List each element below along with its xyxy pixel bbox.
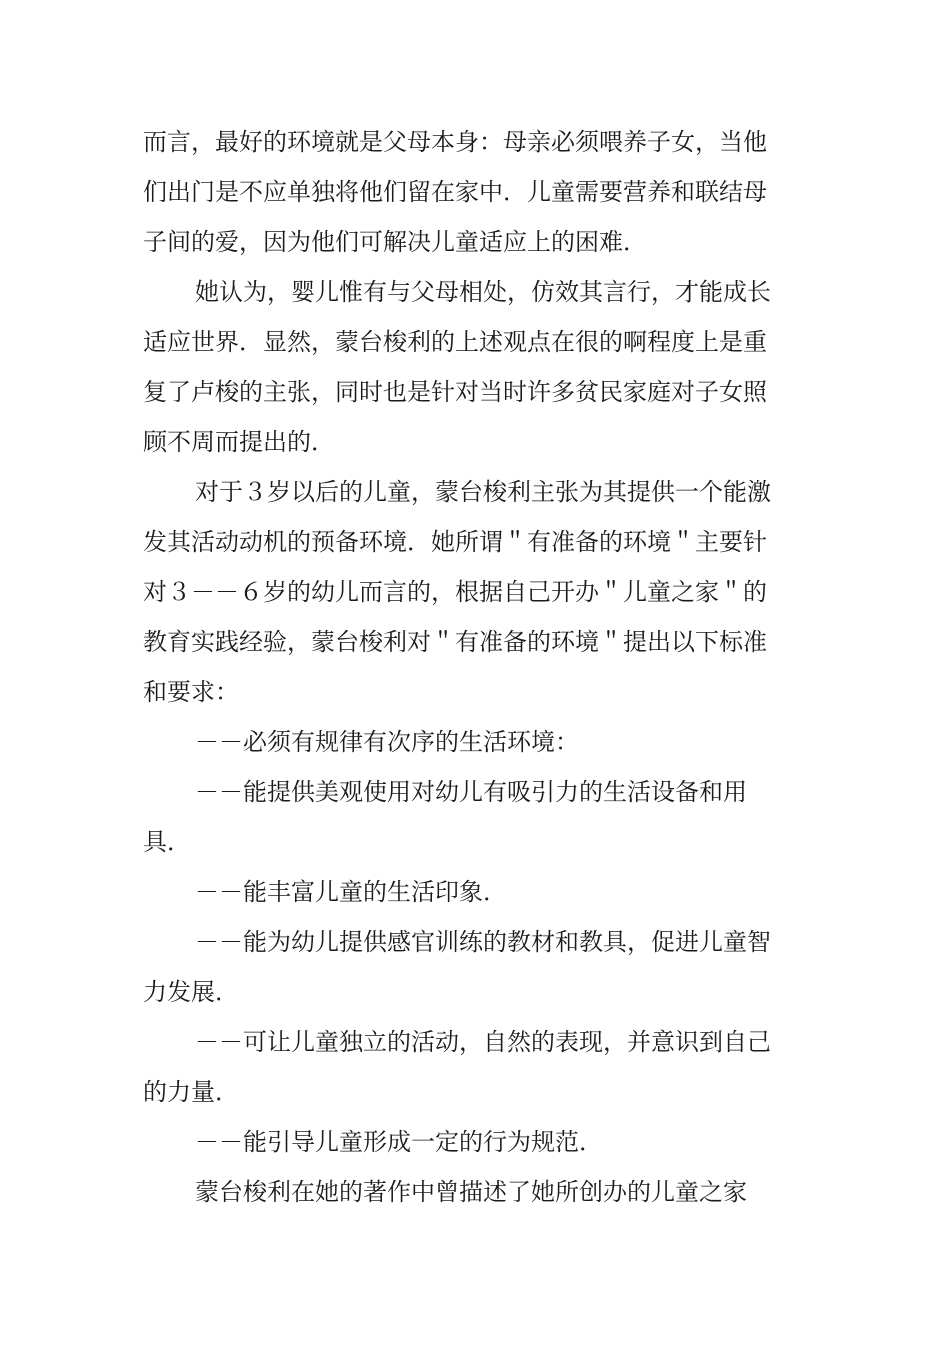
text-line: 力发展． <box>143 978 239 1006</box>
text-line: －－能丰富儿童的生活印象． <box>195 878 507 906</box>
text-line: 教育实践经验，蒙台梭利对＂有准备的环境＂提出以下标准 <box>143 628 767 656</box>
text-line: －－能引导儿童形成一定的行为规范． <box>195 1128 603 1156</box>
text-line: 复了卢梭的主张，同时也是针对当时许多贫民家庭对子女照 <box>143 378 767 406</box>
text-line: 而言，最好的环境就是父母本身：母亲必须喂养子女，当他 <box>143 128 767 156</box>
text-line: 的力量． <box>143 1078 239 1106</box>
text-line: 和要求： <box>143 678 239 706</box>
text-line: 们出门是不应单独将他们留在家中．儿童需要营养和联结母 <box>143 178 767 206</box>
text-line: 顾不周而提出的． <box>143 428 335 456</box>
text-line: 适应世界．显然，蒙台梭利的上述观点在很的啊程度上是重 <box>143 328 767 356</box>
text-line: －－必须有规律有次序的生活环境： <box>195 728 579 756</box>
text-line: 发其活动动机的预备环境．她所谓＂有准备的环境＂主要针 <box>143 528 767 556</box>
text-line: －－可让儿童独立的活动，自然的表现，并意识到自己 <box>195 1028 771 1056</box>
text-line: －－能提供美观使用对幼儿有吸引力的生活设备和用 <box>195 778 747 806</box>
text-line: 蒙台梭利在她的著作中曾描述了她所创办的儿童之家 <box>195 1178 747 1206</box>
text-line: 具． <box>143 828 191 856</box>
text-line: －－能为幼儿提供感官训练的教材和教具，促进儿童智 <box>195 928 771 956</box>
text-line: 对３－－６岁的幼儿而言的，根据自己开办＂儿童之家＂的 <box>143 578 767 606</box>
text-line: 对于３岁以后的儿童，蒙台梭利主张为其提供一个能激 <box>195 478 771 506</box>
text-line: 她认为，婴儿惟有与父母相处，仿效其言行，才能成长 <box>195 278 771 306</box>
text-line: 子间的爱，因为他们可解决儿童适应上的困难． <box>143 228 647 256</box>
